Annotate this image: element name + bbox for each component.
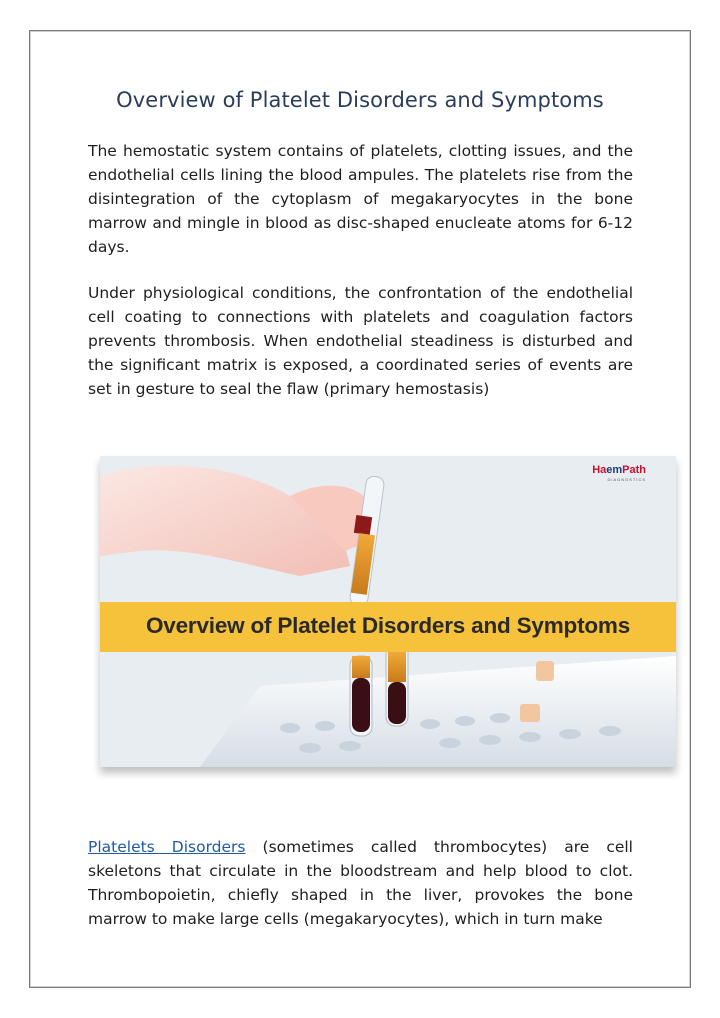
logo-subtitle: DIAGNOSTICS <box>607 477 646 482</box>
haempath-logo: HaemPath <box>592 464 646 476</box>
page-title: Overview of Platelet Disorders and Symptoms <box>116 88 604 112</box>
paragraph-platelets-disorders: Platelets Disorders (sometimes called thrombocytes) are cell skeletons that circulate in the bloodstream and help blood to clot. Thrombopoietin, chiefly shaped in the liver, provokes the bone marrow to make large cells (megakaryocytes), which in turn make <box>88 838 633 928</box>
banner-image <box>100 456 676 767</box>
paragraph-physiological-conditions: Under physiological conditions, the confrontation of the endothelial cell coating to connections with platelets and coagulation factors prevents thrombosis. When endothelial steadiness is disturbed and the significant matrix is exposed, a coordinated series of events are set in gesture to seal the flaw (primary hemostasis) <box>88 284 633 398</box>
platelets-disorders-link[interactable]: Platelets Disorders <box>88 838 246 856</box>
banner-title: Overview of Platelet Disorders and Symptoms <box>145 613 631 638</box>
paragraph-hemostatic-system: The hemostatic system contains of platelets, clotting issues, and the endothelial cells lining the blood ampules. The platelets rise from the disintegration of the cytoplasm of megakaryocytes in the bone marrow and mingle in blood as disc-shaped enucleate atoms for 6-12 days. <box>88 142 633 256</box>
